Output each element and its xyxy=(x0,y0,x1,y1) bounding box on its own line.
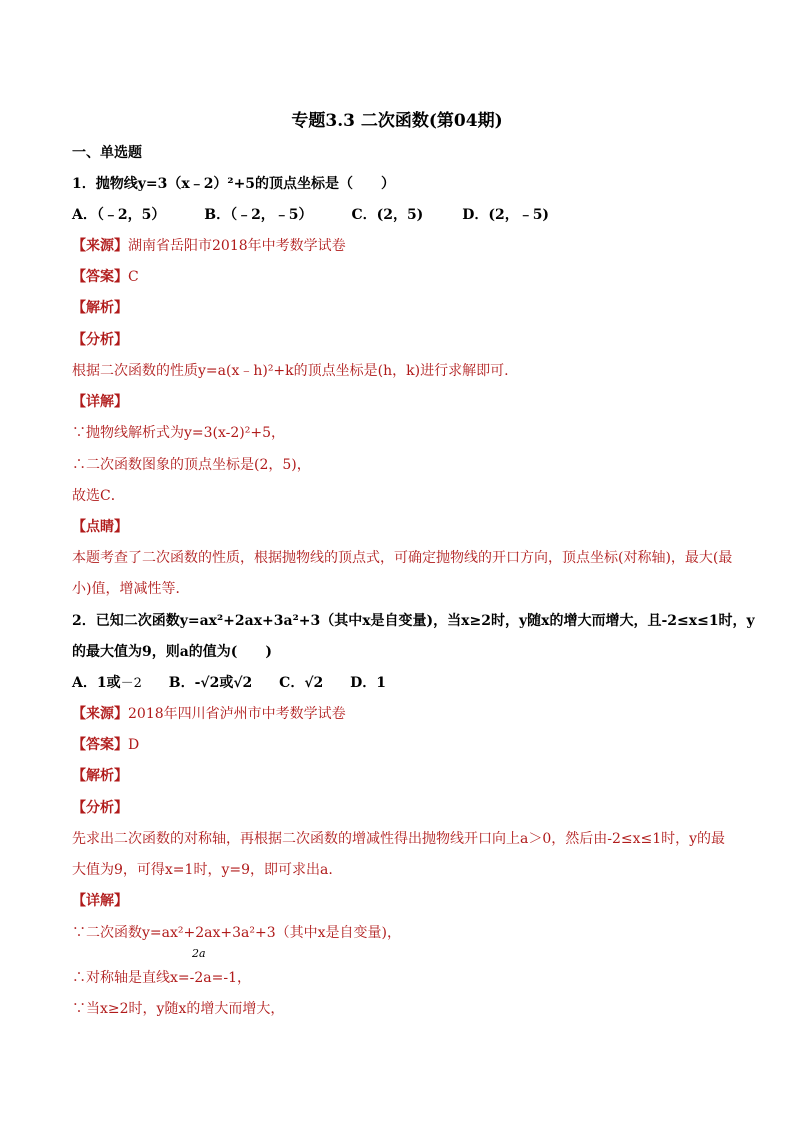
q2-answer xyxy=(72,735,724,755)
q1-detail-1: ∵抛物线解析式为y=3(x-2)²+5， xyxy=(72,425,286,441)
q1-option-a: A．（﹣2，5） xyxy=(72,207,166,223)
q1-answer-text: C xyxy=(128,269,139,285)
q1-fenxi-label: 【分析】 xyxy=(72,332,128,348)
q2-answer-text: D xyxy=(128,737,140,753)
q1-stem: 1．抛物线y=3（x﹣2）²+5的顶点坐标是（ ） xyxy=(72,176,396,192)
q2-fenxi-2: 大值为9，可得x=1时，y=9，即可求出a. xyxy=(72,862,333,878)
q2-option-c: C．√2 xyxy=(279,675,324,691)
q1-detail-label: 【详解】 xyxy=(72,394,128,410)
q1-option-b: B．（﹣2，﹣5） xyxy=(204,207,313,223)
q1-answer xyxy=(72,267,724,287)
q1-detail-3: 故选C． xyxy=(72,488,125,504)
q2-source xyxy=(72,704,724,724)
q2-option-a-value: －2 xyxy=(120,676,142,691)
q1-source-label: 【来源】 xyxy=(72,238,128,254)
q1-options xyxy=(72,205,724,225)
q1-option-d: D．(2，﹣5) xyxy=(462,207,550,223)
q1-detail-2: ∴二次函数图象的顶点坐标是(2，5)， xyxy=(72,457,311,473)
q2-analysis-label: 【解析】 xyxy=(72,768,128,784)
q2-fenxi-1: 先求出二次函数的对称轴，再根据二次函数的增减性得出抛物线开口向上a＞0，然后由-2≤x≤1时，y的最 xyxy=(72,831,726,847)
q1-comment-1: 本题考查了二次函数的性质，根据抛物线的顶点式，可确定抛物线的开口方向，顶点坐标(对称轴)，最大(最 xyxy=(72,550,733,566)
q2-detail-label: 【详解】 xyxy=(72,893,128,909)
q2-fraction-numerator: 2a xyxy=(192,947,206,960)
q1-option-c: C．(2，5) xyxy=(351,207,424,223)
q2-source-text: 2018年四川省泸州市中考数学试卷 xyxy=(128,706,346,722)
q1-source xyxy=(72,236,724,256)
q2-option-a-text: A．1或 xyxy=(72,675,121,691)
q2-answer-label: 【答案】 xyxy=(72,737,128,753)
q1-analysis-label: 【解析】 xyxy=(72,300,128,316)
q2-source-label: 【来源】 xyxy=(72,706,128,722)
q2-detail-2: ∴对称轴是直线x=-2a=-1， xyxy=(72,970,251,986)
q2-stem-2: 的最大值为9，则a的值为( ) xyxy=(72,644,273,660)
q2-option-d: D．1 xyxy=(350,675,387,691)
q1-comment-label: 【点睛】 xyxy=(72,519,128,535)
q2-stem-1: 2．已知二次函数y=ax²+2ax+3a²+3（其中x是自变量)，当x≥2时，y随x的增大而增大，且-2≤x≤1时，y xyxy=(72,613,755,629)
q2-option-b: B．-√2或√2 xyxy=(168,675,253,691)
q2-detail-3: ∵当x≥2时，y随x的增大而增大， xyxy=(72,1001,285,1017)
q2-options xyxy=(72,673,724,694)
section-heading: 一、单选题 xyxy=(72,145,142,161)
q1-fenxi-text: 根据二次函数的性质y=a(x﹣h)²+k的顶点坐标是(h，k)进行求解即可. xyxy=(72,363,509,379)
document-title: 专题3.3 二次函数(第04期) xyxy=(291,111,503,131)
q1-answer-label: 【答案】 xyxy=(72,269,128,285)
q1-comment-2: 小)值，增减性等． xyxy=(72,581,190,597)
q2-option-a xyxy=(72,673,142,694)
q2-fenxi-label: 【分析】 xyxy=(72,800,128,816)
q2-detail-1: ∵二次函数y=ax²+2ax+3a²+3（其中x是自变量)， xyxy=(72,925,401,941)
q1-source-text: 湖南省岳阳市2018年中考数学试卷 xyxy=(128,238,346,254)
